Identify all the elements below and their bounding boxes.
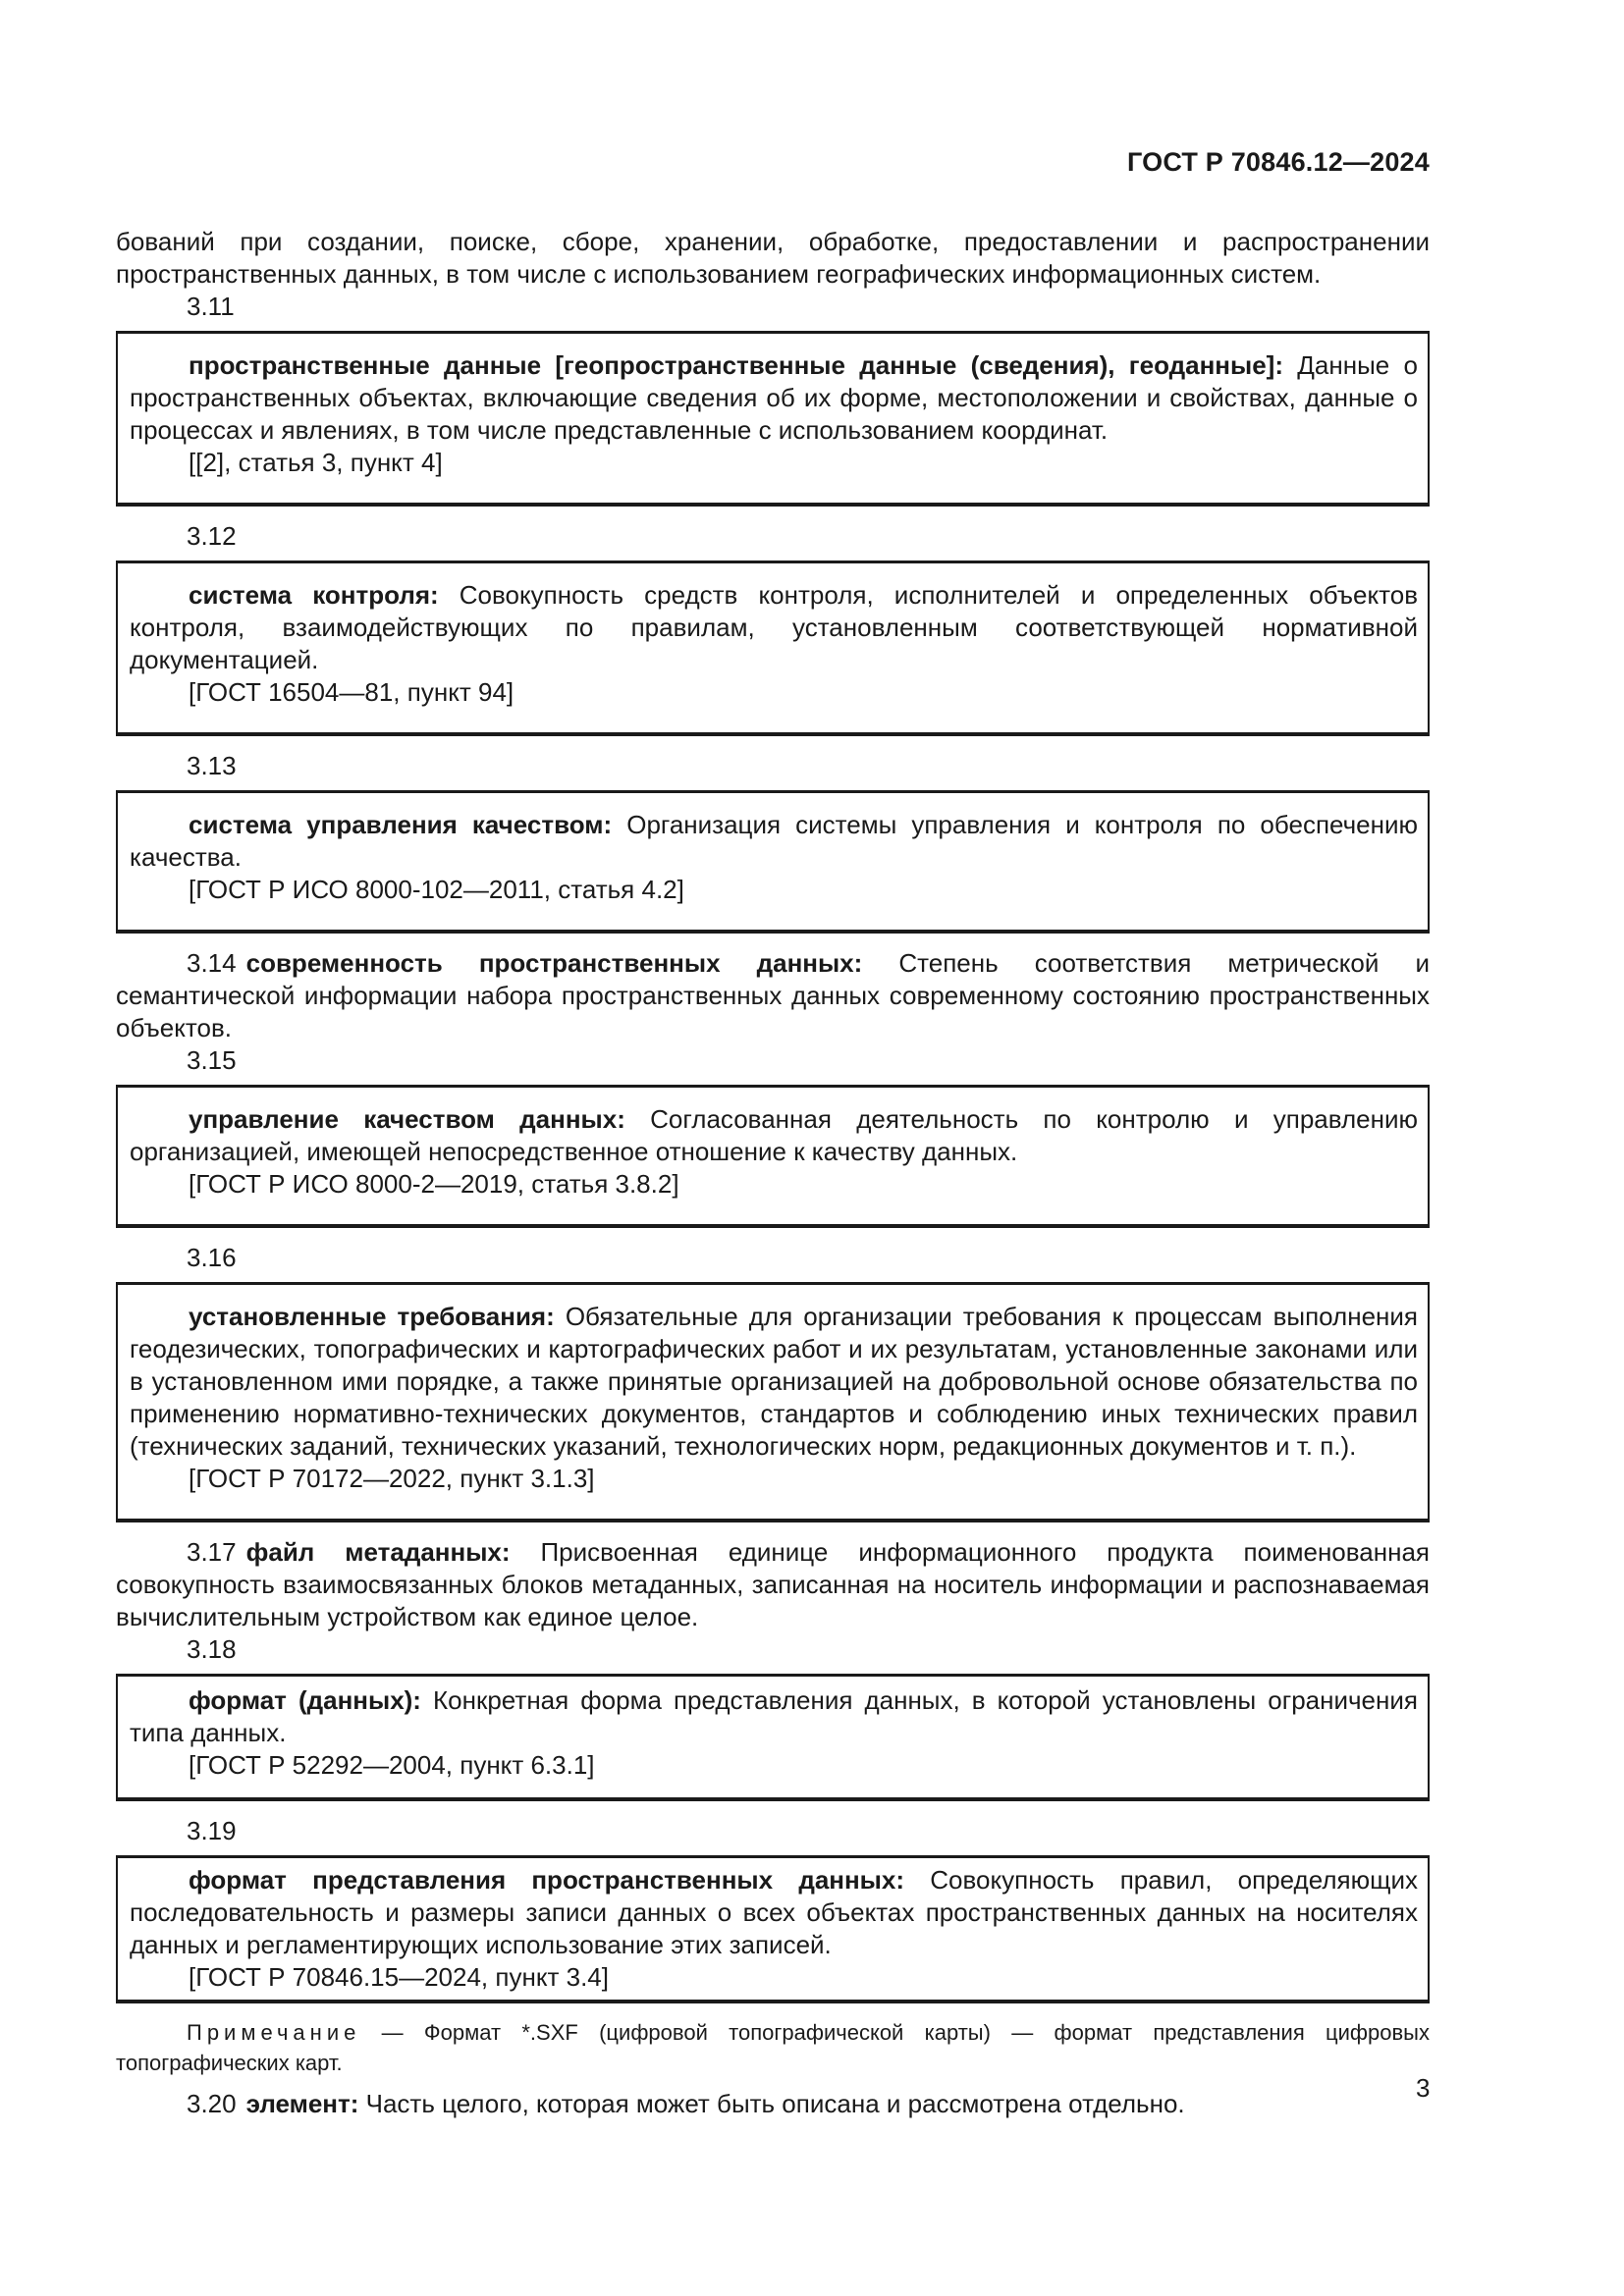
definition-paragraph [130, 349, 1418, 447]
page-number: 3 [1416, 2073, 1431, 2103]
source-reference: [ГОСТ Р ИСО 8000-2—2019, статья 3.8.2] [189, 1169, 679, 1199]
source-reference: [ГОСТ Р 70172—2022, пункт 3.1.3] [189, 1464, 595, 1493]
entry-number-3-11: 3.11 [187, 292, 235, 321]
definition-text: Согласованная деятельность по контролю и управлению организацией, имеющей непосредственное отношение к качеству данных. [130, 1104, 1418, 1166]
definition-text: Степень соответствия метрической и семантической информации набора пространственных данных современному состоянию пространственных объектов. [116, 948, 1431, 1042]
entry-number-3-15: 3.15 [187, 1045, 237, 1075]
note-paragraph [116, 2017, 1430, 2078]
definition-box-3-19 [116, 1855, 1430, 2003]
term: система контроля: [189, 580, 439, 610]
definition-box-3-16 [116, 1282, 1430, 1522]
definition-text: Совокупность средств контроля, исполнителей и определенных объектов контроля, взаимодействующих по правилам, установленным соответствующей нормативной документацией. [130, 580, 1419, 674]
entry-number: 3.20 [187, 2089, 237, 2118]
term: пространственные данные [геопространственные данные (сведения), геоданные]: [189, 350, 1283, 380]
entry-number-3-19: 3.19 [187, 1816, 237, 1845]
intro-paragraph: бований при создании, поиске, сборе, хранении, обработке, предоставлении и распространении пространственных данных, в том числе с использованием географических информационных систем. [116, 227, 1430, 289]
definition-box-3-15 [116, 1085, 1430, 1228]
definition-text: Часть целого, которая может быть описана и рассмотрена отдельно. [358, 2089, 1185, 2118]
definition-box-3-18 [116, 1674, 1430, 1801]
source-reference: [ГОСТ Р 52292—2004, пункт 6.3.1] [189, 1750, 595, 1780]
definition-paragraph [130, 809, 1418, 874]
definition-paragraph [130, 1301, 1418, 1463]
note-text: — Формат *.SXF (цифровой топографической карты) — формат представления цифровых топографических карт. [116, 2020, 1430, 2075]
term: формат представления пространственных данных: [189, 1865, 905, 1895]
definition-paragraph [130, 1103, 1418, 1168]
definition-box-3-11 [116, 331, 1430, 507]
entry-number-3-12: 3.12 [187, 521, 237, 551]
definition-paragraph [130, 1864, 1418, 1961]
term: формат (данных): [189, 1685, 421, 1715]
definition-paragraph [130, 579, 1418, 676]
definition-text: Организация системы управления и контроля по обеспечению качества. [130, 810, 1419, 872]
source-reference: [ГОСТ Р ИСО 8000-102—2011, статья 4.2] [189, 875, 684, 904]
entry-3-20 [116, 2088, 1430, 2120]
entry-number: 3.17 [187, 1537, 237, 1567]
source-reference: [[2], статья 3, пункт 4] [189, 448, 443, 477]
entry-number-3-18: 3.18 [187, 1634, 237, 1664]
entry-3-17 [116, 1536, 1430, 1633]
definition-text: Присвоенная единице информационного продукта поименованная совокупность взаимосвязанных блоков метаданных, записанная на носитель информации и распознаваемая вычислительным устройством как единое целое. [116, 1537, 1430, 1631]
definition-text: Обязательные для организации требования к процессам выполнения геодезических, топографических и картографических работ и их результатам, установленные законами или в установленном ими порядке, а также принятые организацией на добровольной основе обязательства по применению нормативно-технических документов, стандартов и соблюдению иных технических правил (технических заданий, технических указаний, технологических норм, редакционных документов и т. п.). [130, 1302, 1418, 1461]
term: современность пространственных данных: [245, 948, 863, 978]
entry-number-3-13: 3.13 [187, 751, 237, 780]
term: управление качеством данных: [189, 1104, 625, 1134]
term: установленные требования: [189, 1302, 555, 1331]
definition-box-3-12 [116, 561, 1430, 736]
definition-paragraph [130, 1684, 1418, 1749]
document-code-header: ГОСТ Р 70846.12—2024 [1127, 147, 1430, 177]
entry-number: 3.14 [187, 948, 237, 978]
page-content [116, 226, 1430, 2120]
definition-box-3-13 [116, 790, 1430, 934]
term: файл метаданных: [245, 1537, 511, 1567]
term: система управления качеством: [189, 810, 613, 839]
entry-3-14 [116, 947, 1430, 1044]
note-label: Примечание [187, 2020, 361, 2045]
source-reference: [ГОСТ Р 70846.15—2024, пункт 3.4] [189, 1962, 609, 1992]
entry-number-3-16: 3.16 [187, 1243, 237, 1272]
source-reference: [ГОСТ 16504—81, пункт 94] [189, 677, 514, 707]
definition-text: Совокупность правил, определяющих последовательность и размеры записи данных о всех объектах пространственных данных на носителях данных и регламентирующих использование этих записей. [130, 1865, 1418, 1959]
definition-text: Данные о пространственных объектах, включающие сведения об их форме, местоположении и свойствах, данные о процессах и явлениях, в том числе представленные с использованием координат. [130, 350, 1419, 445]
definition-text: Конкретная форма представления данных, в которой установлены ограничения типа данных. [130, 1685, 1418, 1747]
term: элемент: [245, 2089, 359, 2118]
